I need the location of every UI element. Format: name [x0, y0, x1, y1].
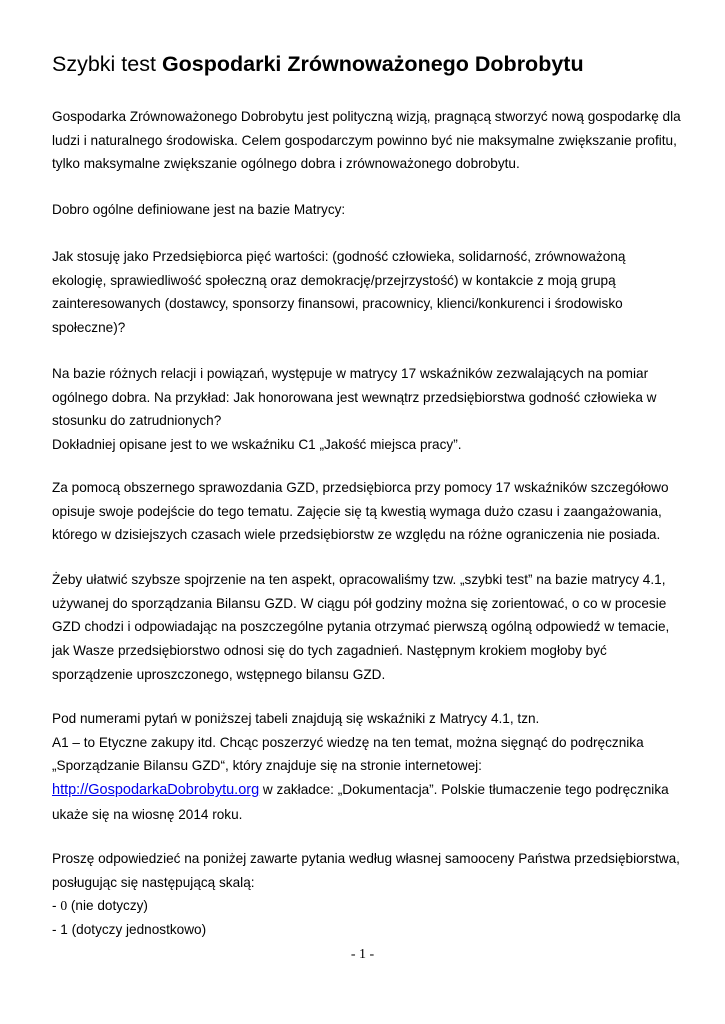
paragraph-values-question: [52, 245, 677, 340]
paragraph-line: jak Wasze przedsiębiorstwo odnosi się do tych zagadnień. Następnym krokiem mogłoby być: [52, 643, 607, 659]
paragraph-line: ogólnego dobra. Na przykład: Jak honorowana jest wewnątrz przedsiębiorstwa godność człowieka w: [52, 389, 657, 405]
paragraph-line: Gospodarka Zrównoważonego Dobrobytu jest polityczną wizją, pragnącą stworzyć nową gospodarkę dla: [52, 109, 681, 124]
paragraph-scale: [52, 847, 680, 942]
paragraph-line: społeczne)?: [52, 320, 126, 336]
paragraph-line: Dokładniej opisane jest to we wskaźniku C1 „Jakość miejsca pracy”.: [52, 437, 462, 453]
scale-item-1: - 1 (dotyczy jednostkowo): [52, 922, 207, 938]
paragraph-line: ekologię, sprawiedliwość społeczną oraz demokrację/przejrzystość) w kontakcie z moją grupą: [52, 272, 616, 288]
paragraph-line: Proszę odpowiedzieć na poniżej zawarte pytania według własnej samooceny Państwa przedsiębiorstwa,: [52, 851, 680, 866]
paragraph-intro: [52, 105, 681, 176]
paragraph-line: używanej do sporządzania Bilansu GZD. W ciągu pół godziny można się zorientować, o co w procesie: [52, 595, 667, 611]
paragraph-line: Żeby ułatwić szybsze spojrzenie na ten aspekt, opracowaliśmy tzw. „szybki test” na bazie matrycy 4.1,: [52, 572, 666, 587]
paragraph-line: którego w dzisiejszych czasach wiele przedsiębiorstw ze względu na różne ograniczenia nie posiada.: [52, 527, 661, 543]
website-link[interactable]: http://GospodarkaDobrobytu.org: [52, 782, 260, 799]
document-title: [52, 50, 584, 78]
paragraph-matrix: [52, 198, 677, 222]
scale-item-prefix: -: [52, 898, 61, 914]
scale-item-0: [52, 894, 677, 918]
paragraph-line: Za pomocą obszernego sprawozdania GZD, przedsiębiorca przy pomocy 17 wskaźników szczegółowo: [52, 480, 669, 495]
paragraph-line: zainteresowanych (dostawcy, sponsorzy finansowi, pracownicy, klienci/konkurenci i środowisko: [52, 296, 623, 312]
paragraph-line: Na bazie różnych relacji i powiązań, występuje w matrycy 17 wskaźników zezwalających na pomiar: [52, 366, 649, 381]
paragraph-indicators: [52, 362, 677, 457]
paragraph-line: tylko maksymalne zwiększanie ogólnego dobra i zrównoważonego dobrobytu.: [52, 156, 520, 172]
scale-item-digit: 0: [60, 898, 68, 914]
paragraph-line: Pod numerami pytań w poniższej tabeli znajdują się wskaźniki z Matrycy 4.1, tzn.: [52, 711, 540, 726]
paragraph-handbook: [52, 707, 677, 827]
paragraph-line: opisuje swoje podejście do tego tematu. Zajęcie się tą kwestią wymaga dużo czasu i zaangażowania,: [52, 503, 662, 519]
paragraph-line: ukaże się na wiosnę 2014 roku.: [52, 806, 243, 822]
paragraph-report: [52, 476, 677, 547]
paragraph-quick-test: [52, 568, 677, 687]
title-normal: Szybki test: [52, 52, 156, 76]
scale-item-label: (nie dotyczy): [67, 898, 148, 914]
title-bold: Gospodarki Zrównoważonego Dobrobytu: [161, 52, 584, 76]
paragraph-line: A1 – to Etyczne zakupy itd. Chcąc poszerzyć wiedzę na ten temat, można sięgnąć do podręcznika: [52, 734, 644, 750]
paragraph-line: „Sporządzanie Bilansu GZD“, który znajduje się na stronie internetowej:: [52, 758, 482, 774]
paragraph-line: sporządzenie uproszczonego, wstępnego bilansu GZD.: [52, 666, 386, 682]
paragraph-line: posługując się następującą skalą:: [52, 874, 255, 890]
paragraph-line: Dobro ogólne definiowane jest na bazie Matrycy:: [52, 202, 346, 217]
link-line-rest: w zakładce: „Dokumentacja”. Polskie tłumaczenie tego podręcznika: [259, 782, 669, 798]
paragraph-line: GZD chodzi i odpowiadając na poszczególne pytania otrzymać pierwszą ogólną odpowiedź w temacie,: [52, 619, 670, 635]
paragraph-line: stosunku do zatrudnionych?: [52, 413, 222, 429]
page-number: - 1 -: [350, 947, 375, 962]
paragraph-line: ludzi i naturalnego środowiska. Celem gospodarczym powinno być nie maksymalne zwiększanie profitu,: [52, 132, 677, 148]
paragraph-line: Jak stosuję jako Przedsiębiorca pięć wartości: (godność człowieka, solidarność, zrównoważoną: [52, 249, 626, 264]
paragraph-line-with-link: [52, 778, 677, 803]
